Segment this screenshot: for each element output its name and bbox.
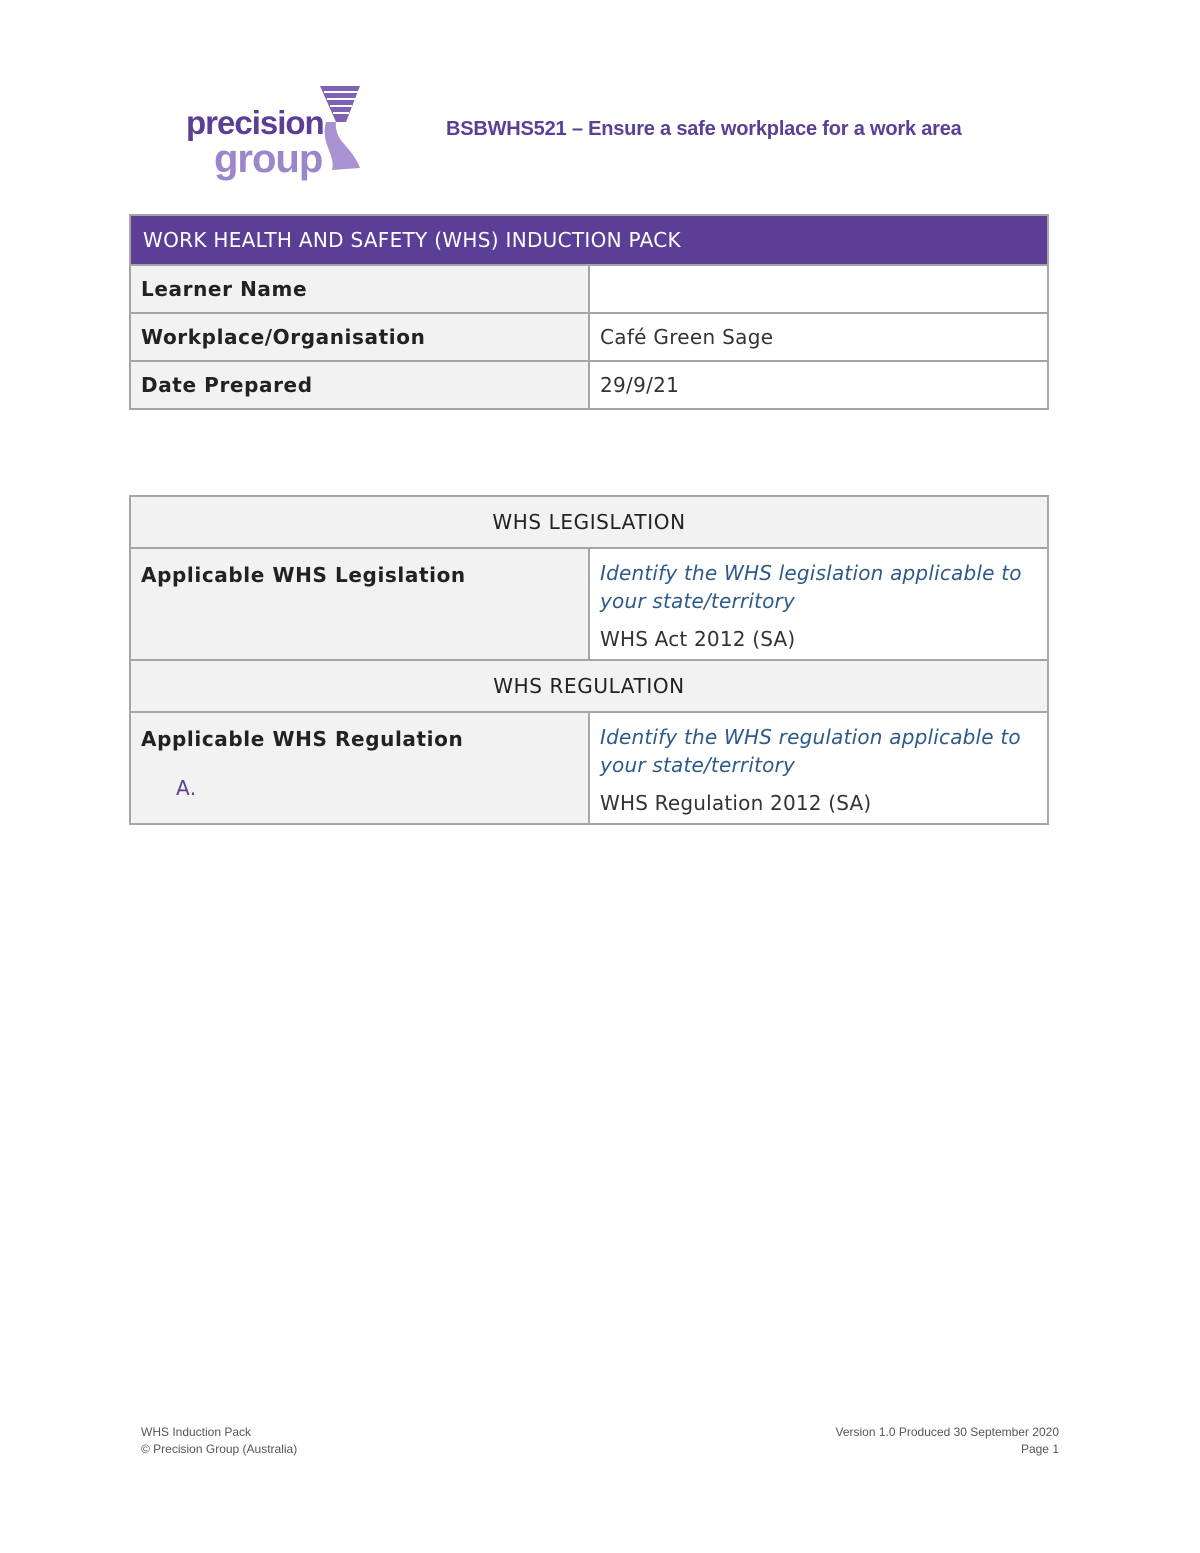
- date-prepared-value[interactable]: 29/9/21: [589, 361, 1048, 409]
- legislation-heading: WHS LEGISLATION: [130, 496, 1048, 548]
- workplace-value[interactable]: Café Green Sage: [589, 313, 1048, 361]
- footer-copyright: © Precision Group (Australia): [141, 1442, 298, 1456]
- svg-text:group: group: [214, 137, 323, 181]
- footer-version: Version 1.0 Produced 30 September 2020: [835, 1425, 1059, 1439]
- legislation-cell[interactable]: [589, 548, 1048, 660]
- document-title: BSBWHS521 – Ensure a safe workplace for a work area: [446, 118, 962, 140]
- regulation-cell[interactable]: [589, 712, 1048, 824]
- legislation-table: [129, 495, 1049, 825]
- legislation-answer: WHS Act 2012 (SA): [600, 627, 796, 651]
- footer-doc-name: WHS Induction Pack: [141, 1425, 252, 1439]
- regulation-label: Applicable WHS Regulation: [130, 712, 589, 824]
- legislation-prompt: Identify the WHS legislation applicable to your state/territory: [600, 561, 1022, 613]
- footer-right: [836, 1424, 1060, 1458]
- induction-table: [129, 214, 1049, 410]
- date-prepared-label: Date Prepared: [130, 361, 589, 409]
- svg-text:precision: precision: [186, 104, 324, 141]
- legislation-label: Applicable WHS Legislation: [130, 548, 589, 660]
- regulation-prompt: Identify the WHS regulation applicable to your state/territory: [600, 725, 1021, 777]
- footer-left: [141, 1424, 297, 1458]
- regulation-heading: WHS REGULATION: [130, 660, 1048, 712]
- learner-name-value[interactable]: [589, 265, 1048, 313]
- workplace-label: Workplace/Organisation: [130, 313, 589, 361]
- induction-heading: WORK HEALTH AND SAFETY (WHS) INDUCTION PACK: [130, 215, 1048, 265]
- learner-name-label: Learner Name: [130, 265, 589, 313]
- regulation-answer: WHS Regulation 2012 (SA): [600, 791, 872, 815]
- precision-group-logo: [184, 82, 366, 182]
- list-marker: A.: [176, 776, 197, 800]
- footer-page-number: Page 1: [1020, 1442, 1059, 1456]
